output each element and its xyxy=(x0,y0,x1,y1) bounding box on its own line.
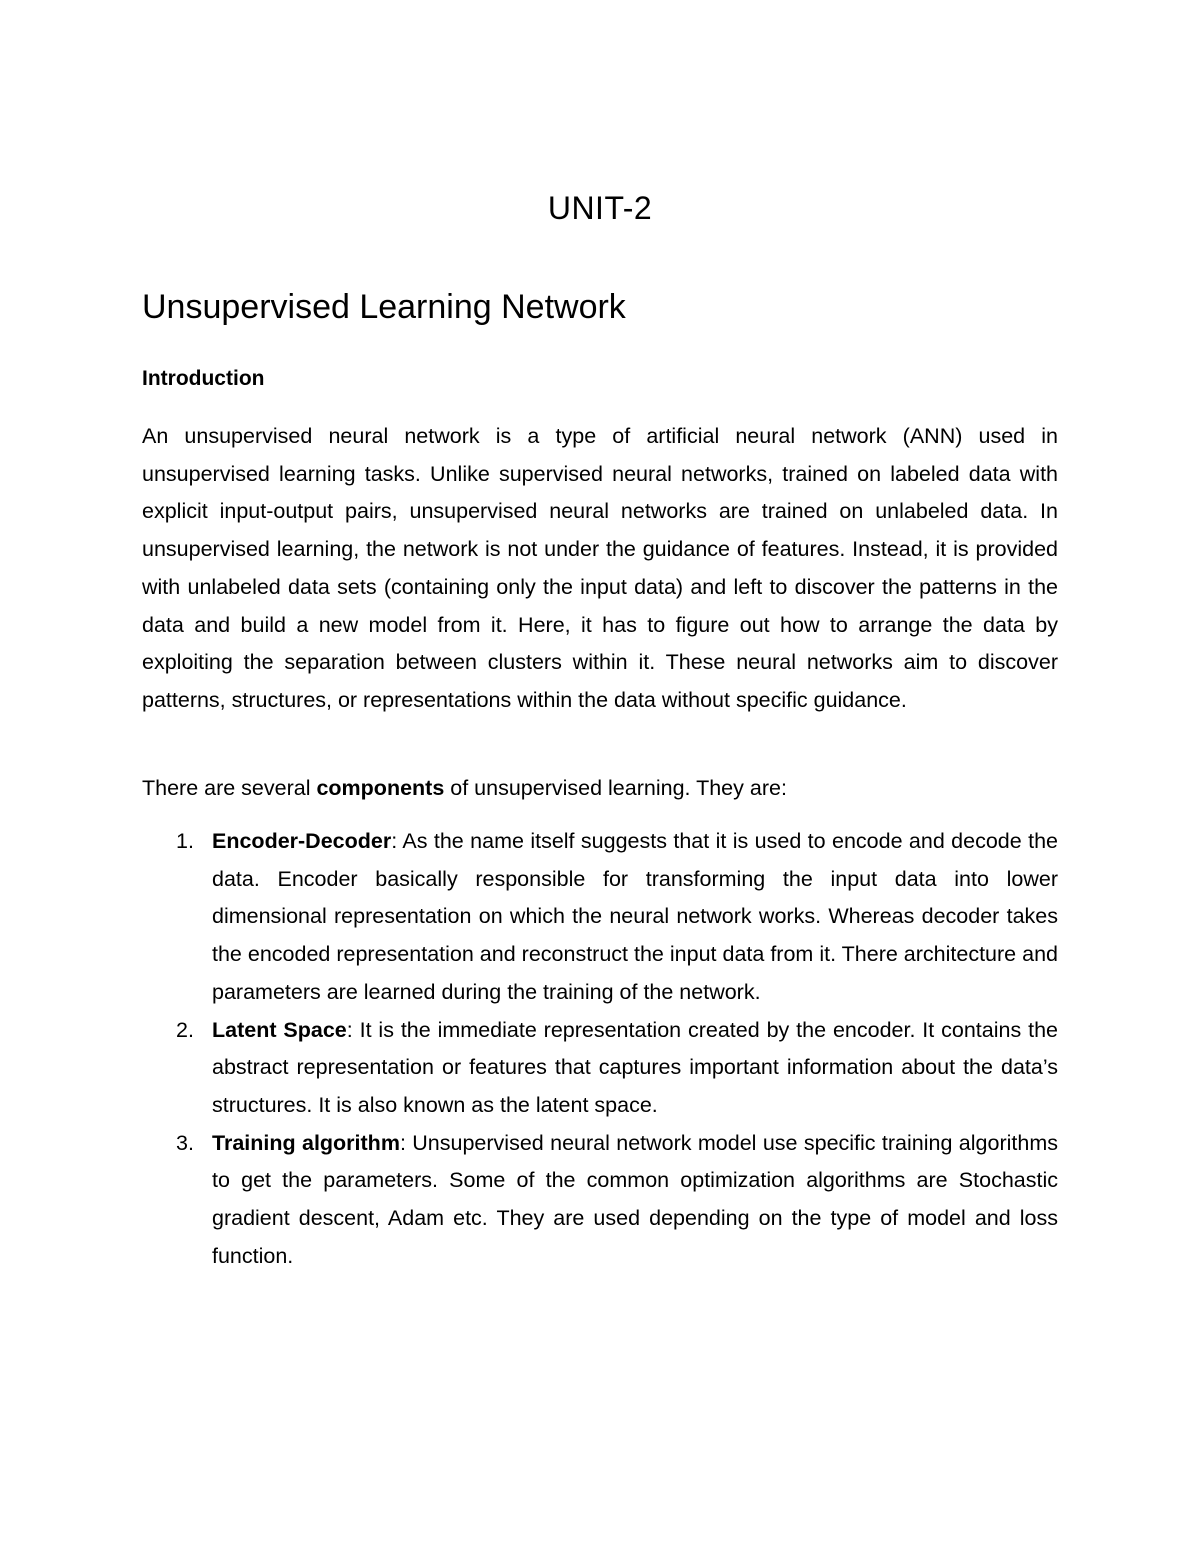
components-intro-bold: components xyxy=(316,776,445,800)
list-item-number: 2. xyxy=(176,1017,194,1042)
list-item xyxy=(142,1125,1058,1276)
list-item-number: 3. xyxy=(176,1130,194,1155)
list-item xyxy=(142,823,1058,1012)
list-item-description: : As the name itself suggests that it is used to encode and decode the data. Encoder basically responsible for transforming the input data into lower dimensional representation on which the neural network works. Whereas decoder takes the encoded representation and reconstruct the input data from it. There architecture and parameters are learned during the training of the network. xyxy=(212,829,1058,1004)
unit-title: UNIT-2 xyxy=(547,190,653,226)
list-item-number: 1. xyxy=(176,829,194,853)
components-intro-before: There are several xyxy=(142,776,317,800)
components-intro-after: of unsupervised learning. They are: xyxy=(444,776,787,800)
components-intro-line xyxy=(142,770,787,808)
list-item-description: : Unsupervised neural network model use specific training algorithms to get the parameters. Some of the common optimization algorithms are Stochastic gradient descent, Adam etc. They are used depending on the type of model and loss function. xyxy=(212,1130,1058,1268)
section-title: Unsupervised Learning Network xyxy=(142,288,626,326)
introduction-heading: Introduction xyxy=(142,367,265,390)
list-item-term: Encoder-Decoder xyxy=(212,829,392,853)
intro-paragraph: An unsupervised neural network is a type of artificial neural network (ANN) used in unsupervised learning tasks. Unlike supervised neural networks, trained on labeled data with explicit input-output pairs, unsupervised neural networks are trained on unlabeled data. In unsupervised learning, the network is not under the guidance of features. Instead, it is provided with unlabeled data sets (containing only the input data) and left to discover the patterns in the data and build a new model from it. Here, it has to figure out how to arrange the data by exploiting the separation between clusters within it. These neural networks aim to discover patterns, structures, or representations within the data without specific guidance. xyxy=(142,424,1058,712)
list-item-term: Latent Space xyxy=(212,1017,347,1042)
list-item-term: Training algorithm xyxy=(212,1130,400,1155)
components-list xyxy=(142,823,1058,1275)
list-item xyxy=(142,1012,1058,1125)
list-item-description: : It is the immediate representation created by the encoder. It contains the abstract representation or features that captures important information about the data’s structures. It is also known as the latent space. xyxy=(212,1017,1058,1117)
